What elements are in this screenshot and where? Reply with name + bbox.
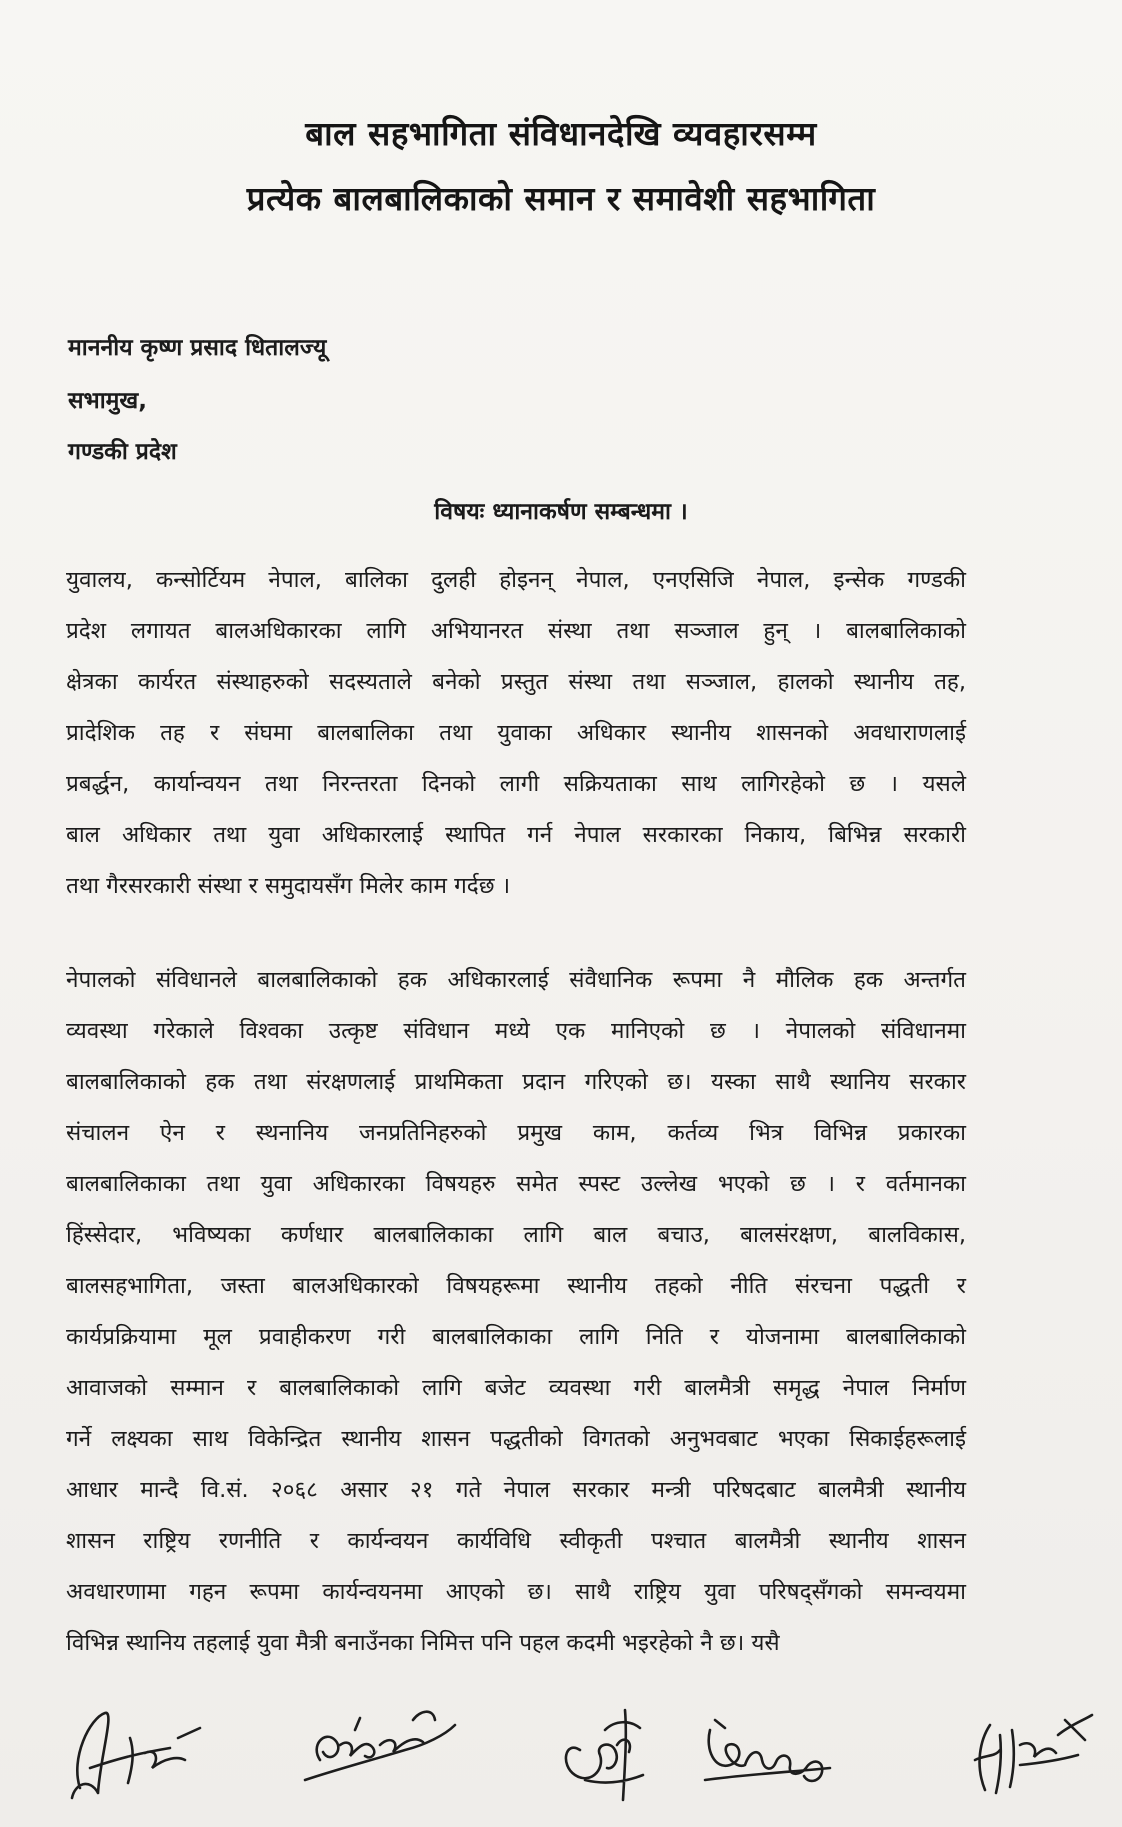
text-line: आधार मान्दै वि.सं. २०६८ असार २१ गते नेपाल सरकार मन्त्री परिषदबाट बालमैत्री स्थानीय <box>66 1477 966 1503</box>
text-line: नेपालको संविधानले बालबालिकाको हक अधिकारलाई संवैधानिक रूपमा नै मौलिक हक अन्तर्गत <box>66 967 966 993</box>
signature-5 <box>960 1705 1100 1805</box>
paragraph-constitution <box>66 955 966 1669</box>
addressee-position: सभामुख, <box>68 388 147 414</box>
text-line: विभिन्न स्थानिय तहलाई युवा मैत्री बनाउँनका निमित्त पनि पहल कदमी भइरहेको नै छ। यसै <box>66 1630 780 1656</box>
text-line: हिंस्सेदार, भविष्यका कर्णधार बालबालिकाका लागि बाल बचाउ, बालसंरक्षण, बालविकास, <box>66 1222 966 1248</box>
signatures <box>0 1690 1122 1820</box>
text-line: प्रदेश लगायत बालअधिकारका लागि अभियानरत संस्था तथा सञ्जाल हुन् । बालबालिकाको <box>66 618 966 644</box>
signature-4 <box>700 1710 840 1800</box>
addressee-office: गण्डकी प्रदेश <box>68 439 177 465</box>
document-subtitle: प्रत्येक बालबालिकाको समान र समावेशी सहभागिता <box>246 179 876 218</box>
document-title: बाल सहभागिता संविधानदेखि व्यवहारसम्म <box>305 114 817 153</box>
text-line: प्रादेशिक तह र संघमा बालबालिका तथा युवाका अधिकार स्थानीय शासनको अवधाराणलाई <box>66 720 966 746</box>
paragraph-intro <box>66 555 966 912</box>
text-line: प्रबर्द्धन, कार्यान्वयन तथा निरन्तरता दिनको लागी सक्रियताका साथ लागिरहेको छ । यसले <box>66 771 966 797</box>
signature-2 <box>295 1690 465 1800</box>
text-line: आवाजको सम्मान र बालबालिकाको लागि बजेट व्यवस्था गरी बालमैत्री समृद्ध नेपाल निर्माण <box>66 1375 966 1401</box>
subject-line: विषयः ध्यानाकर्षण सम्बन्धमा । <box>434 499 688 525</box>
text-line: बाल अधिकार तथा युवा अधिकारलाई स्थापित गर्न नेपाल सरकारका निकाय, बिभिन्न सरकारी <box>66 822 966 848</box>
text-line: क्षेत्रका कार्यरत संस्थाहरुको सदस्यताले बनेको प्रस्तुत संस्था तथा सञ्जाल, हालको स्थानीय तह, <box>66 669 966 695</box>
text-line: कार्यप्रक्रियामा मूल प्रवाहीकरण गरी बालबालिकाका लागि निति र योजनामा बालबालिकाको <box>66 1324 966 1350</box>
text-line: बालबालिकाका तथा युवा अधिकारका विषयहरु समेत स्पस्ट उल्लेख भएको छ । र वर्तमानका <box>66 1171 966 1197</box>
signature-3 <box>545 1690 655 1815</box>
text-line: युवालय, कन्सोर्टियम नेपाल, बालिका दुलही होइनन् नेपाल, एनएसिजि नेपाल, इन्सेक गण्डकी <box>66 567 966 593</box>
text-line: संचालन ऐन र स्थनानिय जनप्रतिनिहरुको प्रमुख काम, कर्तव्य भित्र विभिन्न प्रकारका <box>66 1120 966 1146</box>
text-line: व्यवस्था गरेकाले विश्वका उत्कृष्ट संविधान मध्ये एक मानिएको छ । नेपालको संविधानमा <box>66 1018 966 1044</box>
text-line: शासन राष्ट्रिय रणनीति र कार्यन्वयन कार्यविधि स्वीकृती पश्चात बालमैत्री स्थानीय शासन <box>66 1528 966 1554</box>
text-line: तथा गैरसरकारी संस्था र समुदायसँग मिलेर काम गर्दछ । <box>66 873 511 899</box>
text-line: गर्ने लक्ष्यका साथ विकेन्द्रित स्थानीय शासन पद्धतीको विगतको अनुभवबाट भएका सिकाईहरूलाई <box>66 1426 966 1452</box>
text-line: बालसहभागिता, जस्ता बालअधिकारको विषयहरूमा स्थानीय तहको नीति संरचना पद्धती र <box>66 1273 966 1299</box>
signature-1 <box>60 1698 210 1808</box>
addressee-name: माननीय कृष्ण प्रसाद धितालज्यू <box>68 335 327 361</box>
text-line: अवधारणामा गहन रूपमा कार्यन्वयनमा आएको छ। साथै राष्ट्रिय युवा परिषद्सँगको समन्वयमा <box>66 1579 966 1605</box>
text-line: बालबालिकाको हक तथा संरक्षणलाई प्राथमिकता प्रदान गरिएको छ। यस्का साथै स्थानिय सरकार <box>66 1069 966 1095</box>
